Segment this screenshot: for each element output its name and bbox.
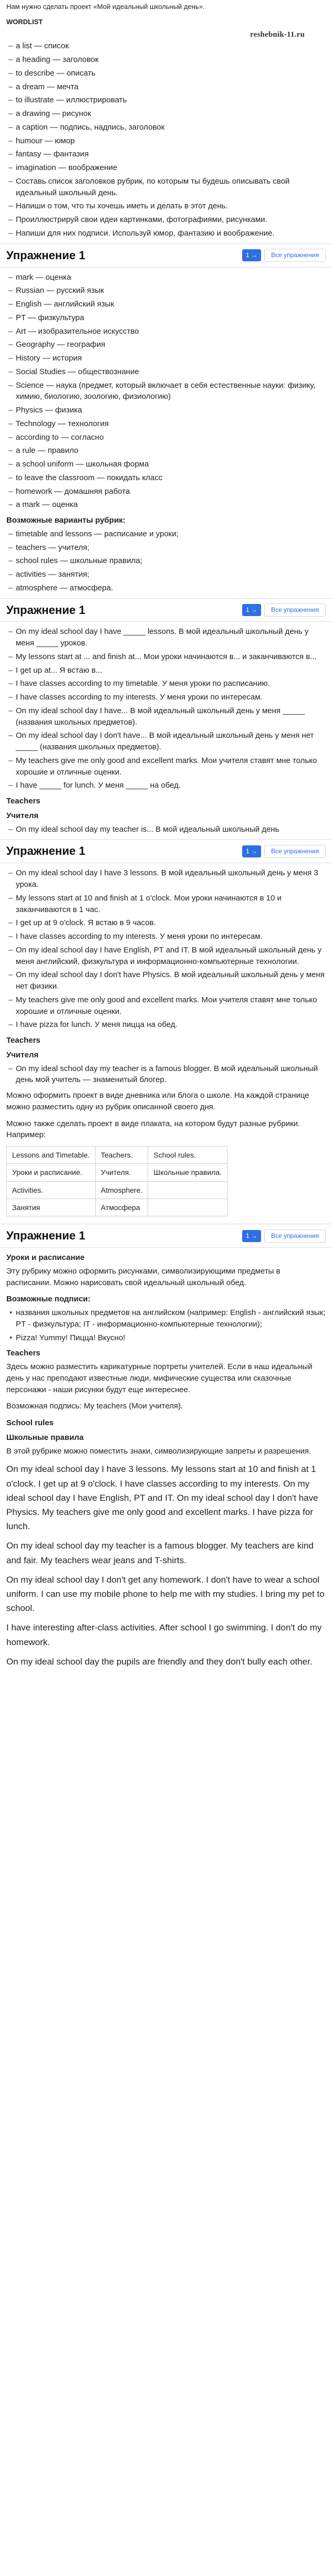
list-item: – Напиши о том, что ты хочешь иметь и делать в этот день. <box>16 200 326 212</box>
rules-text: В этой рубрике можно поместить знаки, символизирующие запреты и разрешения. <box>6 1446 312 1456</box>
list-item: – Проиллюстрируй свои идеи картинками, фотографиями, рисунками. <box>16 214 326 226</box>
list-item: – Social Studies — обществознание <box>16 366 326 378</box>
story-paragraph: On my ideal school day my teacher is a famous blogger. My teachers are kind and fair. My teachers wear jeans and T-shirts. <box>6 1541 314 1565</box>
teachers-caption: Возможная подпись: My teachers (Мои учителя). <box>6 1402 183 1411</box>
exercise-title: Упражнение 1 <box>6 844 86 858</box>
list-item: – PT — физкультура <box>16 312 326 324</box>
all-exercises-button[interactable]: Все упражнения <box>264 603 326 617</box>
list-item: – On my ideal school day I have _____ lessons. В мой идеальный школьный день у меня _____ уроков. <box>16 626 326 649</box>
rubrics-title: Возможные варианты рубрик: <box>6 516 126 525</box>
list-item: – a school uniform — школьная форма <box>16 459 326 470</box>
exercise-controls <box>242 603 326 617</box>
list-item: – My teachers give me only good and excellent marks. Мои учителя ставят мне только хорошие и отличные оценки. <box>16 994 326 1017</box>
teachers-heading: Teachers <box>6 1036 40 1045</box>
lessons-heading: Уроки и расписание <box>6 1253 85 1263</box>
table-cell: Уроки и расписание. <box>7 1164 96 1181</box>
exercise-bar <box>0 598 332 622</box>
teachers-list <box>6 824 326 835</box>
list-item: – I have classes according to my timetable. У меня уроки по расписанию. <box>16 678 326 690</box>
wordlist-2 <box>6 272 326 511</box>
table-row <box>7 1147 227 1164</box>
list-item: – imagination — воображение <box>16 162 326 174</box>
list-item: – to describe — описать <box>16 68 326 79</box>
list-item: – I have classes according to my interests. У меня уроки по интересам. <box>16 931 326 942</box>
list-item: – fantasy — фантазия <box>16 149 326 160</box>
list-item: – a rule — правило <box>16 445 326 457</box>
table-cell: Занятия <box>7 1199 96 1216</box>
story-paragraph: I have interesting after-class activities. After school I go swimming. I don't do my homework. <box>6 1623 322 1647</box>
story-paragraph: On my ideal school day the pupils are friendly and they don't bully each other. <box>6 1656 313 1667</box>
list-item: – I have _____ for lunch. У меня _____ на обед. <box>16 780 326 791</box>
list-item: – I have classes according to my interests. У меня уроки по интересам. <box>16 692 326 703</box>
list-item: – Напиши для них подписи. Используй юмор, фантазию и воображение. <box>16 228 326 239</box>
table-cell: Lessons and Timetable. <box>7 1147 96 1164</box>
list-item: – to illustrate — иллюстрировать <box>16 94 326 106</box>
next-exercise-button[interactable]: 1 → <box>242 604 261 616</box>
list-item: – On my ideal school day I don't have... В мой идеальный школьный день у меня нет _____ (названия школьных предметов). <box>16 730 326 753</box>
list-item: – a drawing — рисунок <box>16 108 326 120</box>
list-item: – History — история <box>16 353 326 364</box>
list-item: – school rules — школьные правила; <box>16 555 326 567</box>
final-story <box>6 1462 326 1668</box>
exercise-title: Упражнение 1 <box>6 603 86 617</box>
list-item: – Science — наука (предмет, который включает в себя естественные науки: физику, химию, биологию, зоологию, физиологию) <box>16 380 326 403</box>
wordlist-1 <box>6 40 326 239</box>
next-exercise-button[interactable]: 1 → <box>242 845 261 857</box>
all-exercises-button[interactable]: Все упражнения <box>264 1229 326 1243</box>
all-exercises-button[interactable]: Все упражнения <box>264 249 326 262</box>
table-cell: Атмосфера <box>95 1199 148 1216</box>
captions-heading: Возможные подписи: <box>6 1295 91 1304</box>
teachers-subheading: Учителя <box>6 811 39 820</box>
list-item: – Russian — русский язык <box>16 285 326 296</box>
sentences-template <box>6 626 326 791</box>
list-item: – a mark — оценка <box>16 499 326 511</box>
list-item: – Составь список заголовков рубрик, по которым ты будешь описывать свой идеальный школьный день. <box>16 176 326 199</box>
table-cell: Учителя. <box>95 1164 148 1181</box>
exercise-title: Упражнение 1 <box>6 248 86 262</box>
list-item: – On my ideal school day I have 3 lessons. В мой идеальный школьный день у меня 3 урока. <box>16 867 326 891</box>
captions-list <box>6 1307 326 1343</box>
list-item: – My lessons start at 10 and finish at 1 o'clock. Мои уроки начинаются в 10 и заканчиваются в 1 час. <box>16 893 326 916</box>
watermark: reshebnik-11.ru <box>250 30 305 39</box>
list-item: – My lessons start at ... and finish at... Мои уроки начинаются в... и заканчиваются в... <box>16 651 326 663</box>
table-cell <box>148 1199 227 1216</box>
story-paragraph: On my ideal school day I have 3 lessons. My lessons start at 10 and finish at 1 o'clock. I get up at 9 o'clock. I have classes according to my interests. On my ideal school day I have English, PT and IT. On my ideal school day I don't have Physics. My teachers give me only good and excellent marks. I have pizza for lunch. <box>6 1464 318 1532</box>
intro-line: Нам нужно сделать проект «Мой идеальный школьный день». <box>6 3 205 10</box>
list-item: – Technology — технология <box>16 418 326 430</box>
next-exercise-button[interactable]: 1 → <box>242 249 261 261</box>
list-item: – My teachers give me only good and excellent marks. Мои учителя ставят мне только хорошие и отличные оценки. <box>16 755 326 778</box>
list-item: – a caption — подпись, надпись, заголовок <box>16 122 326 133</box>
rules-heading: School rules <box>6 1418 54 1428</box>
poster-text: Можно оформить проект в виде дневника или блога о школе. На каждой странице можно разместить одну из рубрик описанной своего дня. <box>6 1091 309 1111</box>
list-item: – On my ideal school day I have English, PT and IT. В мой идеальный школьный день у меня английский, физкультура и информационно-компьютерные технологии. <box>16 945 326 968</box>
table-cell: Teachers. <box>95 1147 148 1164</box>
teachers-text: Здесь можно разместить карикатурные портреты учителей. Если в наш идеальный день у нас преподают известные люди, мифические существа или сказочные персонажи - наши рисунки будут еще интереснее. <box>6 1362 313 1394</box>
wordlist-title: WORDLIST <box>6 17 43 26</box>
exercise-bar <box>0 1224 332 1248</box>
list-item: – On my ideal school day my teacher is... В мой идеальный школьный день <box>16 824 326 835</box>
table-cell <box>148 1181 227 1199</box>
list-item: – On my ideal school day my teacher is a famous blogger. В мой идеальный школьный день мой учитель — знаменитый блогер. <box>16 1063 326 1086</box>
all-exercises-button[interactable]: Все упражнения <box>264 845 326 858</box>
list-item: – On my ideal school day I have... В мой идеальный школьный день у меня _____ (названия школьных предметов). <box>16 705 326 728</box>
exercise-controls <box>242 249 326 262</box>
list-item: – activities — занятия; <box>16 569 326 580</box>
list-item: – Physics — физика <box>16 405 326 416</box>
story-paragraph: On my ideal school day I don't get any homework. I don't have to wear a school uniform. I can use my mobile phone to help me with my studies. I bring my pet to school. <box>6 1574 325 1614</box>
rubrics-list <box>6 528 326 594</box>
table-row <box>7 1199 227 1216</box>
table-row <box>7 1164 227 1181</box>
list-item: – according to — согласно <box>16 432 326 443</box>
list-item: – a heading — заголовок <box>16 54 326 66</box>
table-cell: Activities. <box>7 1181 96 1199</box>
teachers-heading: Teachers <box>6 797 40 806</box>
list-item: • названия школьных предметов на английском (например: English - английский язык; PT - физкультура; IT - информационно-компьютерные технологии); <box>16 1307 326 1330</box>
list-item: – teachers — учителя; <box>16 542 326 554</box>
lessons-text: Эту рубрику можно оформить рисунками, символизирующими предметы в расписании. Можно нарисовать свой идеальный школьный обед. <box>6 1266 281 1287</box>
page-root <box>0 2 332 1669</box>
exercise-bar <box>0 243 332 268</box>
list-item: • Pizza! Yummy! Пицца! Вкусно! <box>16 1332 326 1344</box>
list-item: – I get up at 9 o'clock. Я встаю в 9 часов. <box>16 917 326 929</box>
table-cell: Школьные правила. <box>148 1164 227 1181</box>
list-item: – a dream — мечта <box>16 81 326 93</box>
poster-text-2: Можно также сделать проект в виде плаката, на котором будут разные рубрики. Например: <box>6 1119 300 1140</box>
teachers-heading-3: Teachers <box>6 1349 40 1358</box>
rules-subheading: Школьные правила <box>6 1433 84 1442</box>
table-cell: Atmosphere. <box>95 1181 148 1199</box>
list-item: – timetable and lessons — расписание и уроки; <box>16 528 326 540</box>
table-cell: School rules. <box>148 1147 227 1164</box>
exercise-title: Упражнение 1 <box>6 1229 86 1243</box>
list-item: – Geography — география <box>16 339 326 351</box>
exercise-controls <box>242 1229 326 1243</box>
list-item: – On my ideal school day I don't have Physics. В мой идеальный школьный день у меня нет физики. <box>16 969 326 992</box>
list-item: – homework — домашняя работа <box>16 486 326 497</box>
teachers-subheading: Учителя <box>6 1050 39 1059</box>
list-item: – to leave the classroom — покидать класс <box>16 472 326 484</box>
exercise-controls <box>242 845 326 858</box>
sentences-filled <box>6 867 326 1031</box>
rubrics-table <box>6 1146 227 1216</box>
next-exercise-button[interactable]: 1 → <box>242 1230 261 1242</box>
list-item: – I have pizza for lunch. У меня пицца на обед. <box>16 1019 326 1031</box>
list-item: – mark — оценка <box>16 272 326 283</box>
list-item: – Art — изобразительное искусство <box>16 326 326 337</box>
list-item: – atmosphere — атмосфера. <box>16 582 326 594</box>
table-row <box>7 1181 227 1199</box>
list-item: – English — английский язык <box>16 299 326 310</box>
list-item: – I get up at... Я встаю в... <box>16 665 326 676</box>
list-item: – a list — список <box>16 40 326 52</box>
list-item: – humour — юмор <box>16 135 326 147</box>
teachers-list <box>6 1063 326 1086</box>
exercise-bar <box>0 839 332 863</box>
